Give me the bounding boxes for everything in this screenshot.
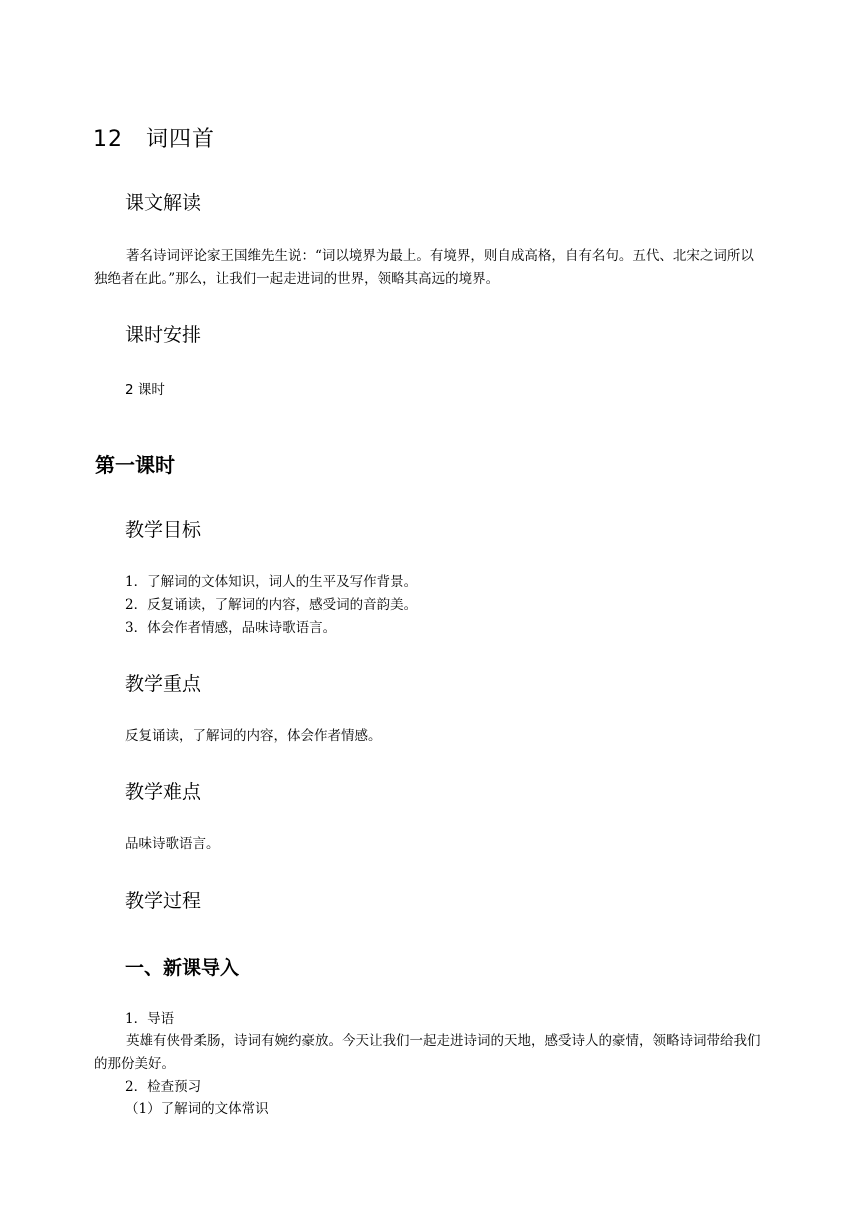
heading-goals: 教学目标 — [125, 519, 202, 541]
heading-process: 教学过程 — [125, 890, 202, 912]
document-title: 12 词四首 — [93, 127, 215, 152]
intro-item-1: 1．导语 — [125, 1011, 175, 1027]
reading-paragraph: 著名诗词评论家王国维先生说：“词以境界为最上。有境界，则自成高格，自有名句。五代、北宋之词所以独绝者在此。”那么，让我们一起走进词的世界，领略其高远的境界。 — [94, 248, 754, 287]
intro-item-2: 2．检查预习 — [125, 1079, 202, 1095]
intro-subitem-1: （1）了解词的文体常识 — [125, 1101, 269, 1117]
heading-schedule: 课时安排 — [125, 324, 202, 346]
heading-reading: 课文解读 — [125, 192, 202, 214]
goal-item-1: 1．了解词的文体知识，词人的生平及写作背景。 — [125, 574, 418, 590]
heading-lesson1: 第一课时 — [95, 453, 175, 477]
heading-key-points: 教学重点 — [125, 673, 202, 695]
schedule-text: 2 课时 — [125, 382, 165, 398]
difficulty-text: 品味诗歌语言。 — [125, 836, 220, 852]
intro-paragraph: 英雄有侠骨柔肠，诗词有婉约豪放。今天让我们一起走进诗词的天地，感受诗人的豪情，领略诗词带给我们的那份美好。 — [94, 1033, 761, 1072]
goal-item-2: 2．反复诵读，了解词的内容，感受词的音韵美。 — [125, 597, 418, 613]
key-points-text: 反复诵读，了解词的内容，体会作者情感。 — [125, 728, 382, 744]
heading-difficulty: 教学难点 — [125, 781, 202, 803]
heading-intro: 一、新课导入 — [125, 957, 240, 979]
goal-item-3: 3．体会作者情感，品味诗歌语言。 — [125, 620, 337, 636]
